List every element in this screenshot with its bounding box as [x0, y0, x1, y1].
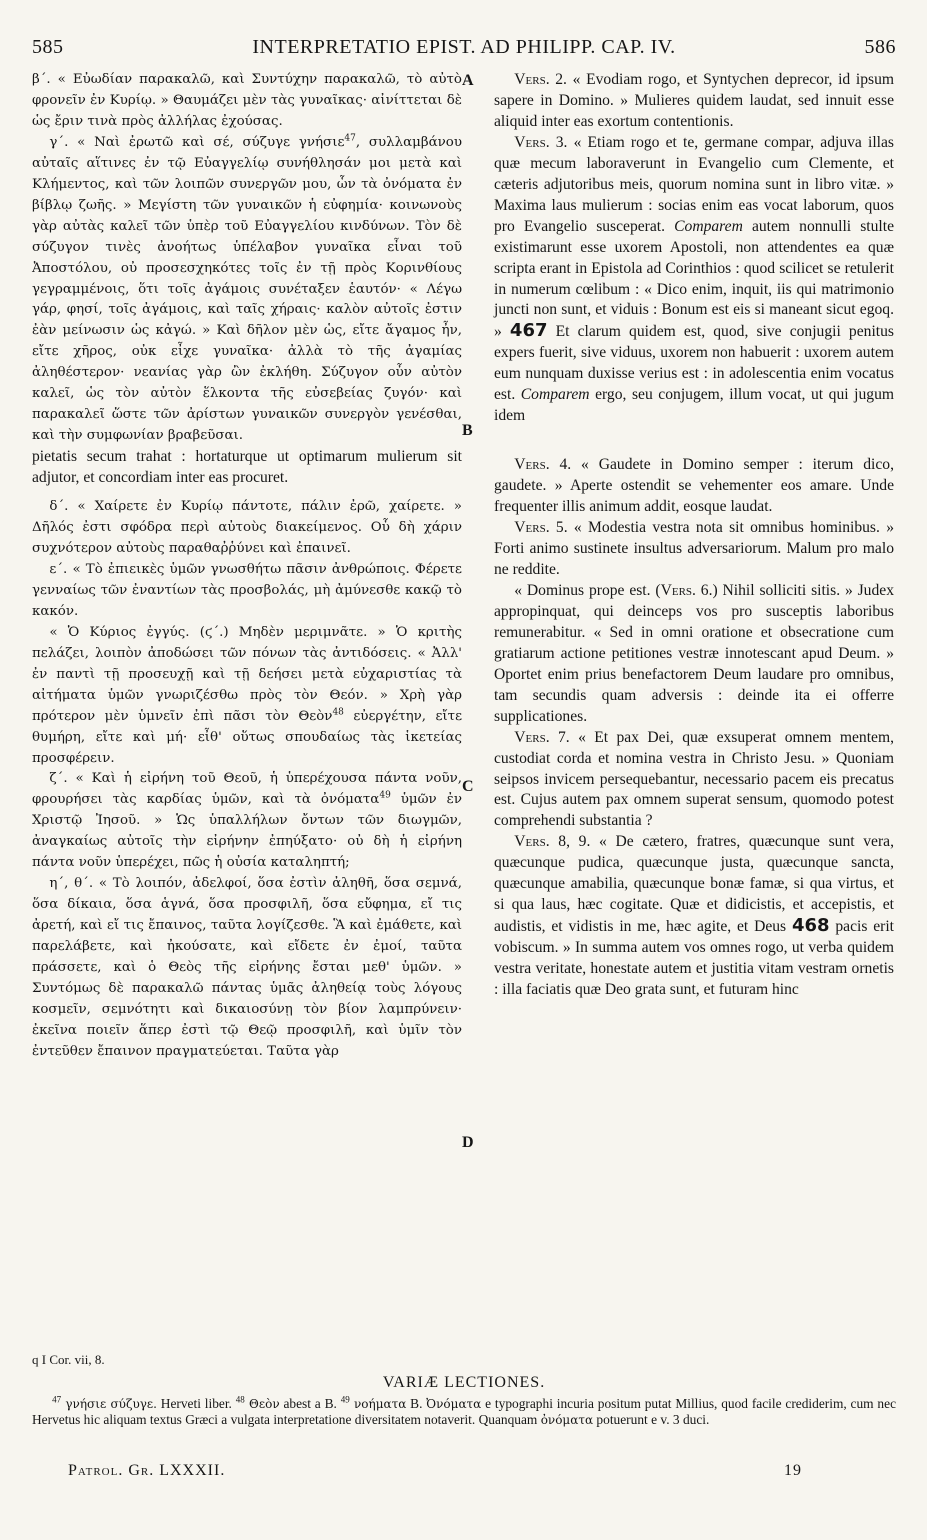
variant-48-text: abest a B. [279, 1396, 341, 1411]
page-number-left: 585 [32, 36, 64, 58]
greek-column [32, 70, 462, 1063]
variant-49-greek-2: Ὀνόματα [426, 1397, 482, 1411]
variant-49-greek: νοήματα [349, 1397, 407, 1411]
latin-verse-3-text-d: Et clarum quidem est, quod, sive conjugii penitus expers fuerit, sive viduus, uxorem non habuerit : uxorem autem eum nunquam duxisse verius est : in adolescentia enim vocatus est. [494, 323, 894, 404]
greek-verse-5: ε΄. « Τὸ ἐπιεικὲς ὑμῶν γνωσθήτω πᾶσιν ἀνθρώποις. Φέρετε γενναίως τῶν ἐναντίων τὰς προσβολάς, μὴ ἀμύνεσθε κακῷ τὸ κακόν. [32, 561, 462, 619]
verse-label: Vers. 2. [514, 71, 567, 88]
column-number-467: 467 [509, 320, 548, 342]
margin-letter-a: A [462, 72, 474, 89]
latin-verse-2 [494, 70, 894, 133]
latin-verse-5 [494, 518, 894, 581]
footnote-ref-49: 49 [379, 790, 391, 801]
greek-verse-8-9: η΄, θ΄. « Τὸ λοιπόν, ἀδελφοί, ὅσα ἐστὶν ἀληθῆ, ὅσα σεμνά, ὅσα δίκαια, ὅσα ἁγνά, ὅσα προσφιλῆ, ὅσα εὔφημα, εἴ τις ἀρετή, καὶ εἴ τις ἔπαινος, ταῦτα λογίζεσθε. Ἃ καὶ ἐμάθετε, καὶ παρελάβετε, καὶ ἠκούσατε, καὶ εἴδετε ἐν ἐμοί, ταῦτα πράσσετε, καὶ ὁ Θεὸς τῆς εἰρήνης ἔσται μεθ' ὑμῶν. » Συντόμως δὲ παρακαλῶ πάντας ὑμᾶς ἀληθείᾳ τοὺς λόγους κοσμεῖν, σεμνότητι καὶ δικαιοσύνῃ τὸν βίον λαμπρύνειν· ἐκεῖνα ποιεῖν ἅπερ ἐστὶ τῷ Θεῷ προσφιλῆ, καὶ ὑμῖν τὸν ἐντεῦθεν ἔπαινον πραγματεύεται. Ταῦτα γὰρ [32, 876, 462, 1059]
latin-verse-3-text-b: autem nonnulli stulte existimarunt esse uxorem Apostoli, non attendentes ea quæ scripta erant in Epistola ad Corinthios : quod scilicet se retulerit in numerum cœlibum : « Dico enim, inquit, iis qui matrimonio juncti non sunt, et viduis : Bonum est eis si maneant sicut ego [494, 217, 894, 319]
latin-verse-7 [494, 728, 894, 833]
variant-47-greek: γνήσιε σύζυγε. [61, 1397, 157, 1411]
latin-verse-8-9 [494, 832, 894, 1001]
series-volume: Patrol. Gr. LXXXII. [68, 1462, 226, 1479]
greek-verse-6-text-a: « Ὁ Κύριος ἐγγύς. (ϛ΄.) Μηδὲν μεριμνᾶτε. » Ὁ κριτὴς πελάζει, λοιπὸν ἀποδώσει τῶν πόνων τὰς ἀντιδόσεις. « Ἀλλ' ἐν παντὶ τῇ προσευχῇ καὶ τῇ δεήσει μετὰ εὐχαριστίας τὰ αἰτήματα ὑμῶν γνωριζέσθω πρὸς τὸν Θεόν. » Χρὴ γὰρ πρότερον μὲν ὑμνεῖν ἐπὶ πᾶσι τὸν Θεὸν [32, 624, 462, 724]
variant-number-49: 49 [340, 1394, 350, 1405]
latin-column [494, 70, 894, 1001]
latin-verse-6 [494, 581, 894, 728]
verse-label: Vers. 6. [660, 581, 713, 599]
latin-verse-6-text-b: ) Nihil solliciti sitis. » Judex appropinquat, qui deinceps vos pro susceptis laboribus remunerabitur. « Sed in omni oratione et obsecratione cum gratiarum actione petitiones vestræ innotescant apud Deum. » Oportet enim prius benefactorem Deum laudare pro omnibus, tam secundis quam adversis : deinde ita ei offerre supplicationes. [494, 581, 894, 725]
latin-verse-2-text: « Evodiam rogo, et Syntychen deprecor, id ipsum sapere in Domino. » Mulieres quidem laudat, sed innuit esse aliquid inter eas exortum contentionis. [494, 71, 894, 130]
column-number-468: 468 [791, 915, 830, 937]
page-footer [32, 1462, 896, 1484]
variant-48-greek: Θεὸν [244, 1397, 280, 1411]
verse-label: Vers. 7. [514, 728, 570, 746]
margin-letter-d: D [462, 1134, 474, 1151]
latin-verse-4-text: « Gaudete in Domino semper : iterum dico, gaudete. » Aperte ostendit se vehementer eos amare. Unde frequenter illis animum addit, eosque laudat. [494, 456, 894, 516]
variae-lectiones-text [32, 1396, 896, 1428]
latin-verse-7-text: « Et pax Dei, quæ exsuperat omnem mentem, custodiat corda et nomina vestra in Christo Jesu. » Quoniam seipsos invicem persequebantur, necessario pacem eis precatus est. Cujus autem pax omnem superat sensum, quomodo potest comprehendi substantia ? [494, 728, 894, 830]
variae-lectiones-title: VARIÆ LECTIONES. [382, 1374, 546, 1391]
greek-verse-3-text-b: , συλλαμβάνου αὐταῖς αἵτινες ἐν τῷ Εὐαγγελίῳ συνήθλησάν μοι μετὰ καὶ Κλήμεντος, καὶ τῶν λοιπῶν συνεργῶν μου, ὧν τὰ ὀνόματα ἐν βίβλῳ ζωῆς. » Μεγίστη τῶν γυναικῶν ἡ εὐφημία· κοινωνοὺς γὰρ αὐτὰς καλεῖ τῶν ὑπὲρ τοῦ Εὐαγγελίου κινδύνων. Τὸν δὲ σύζυγον τινὲς ἀνοήτως ὑπέλαβον γυναῖκα εἶναι τοῦ Ἀποστόλου, οὐ προσεσχηκότες τοῖς ἐν τῇ πρὸς Κορινθίους γεγραμμένοις, ὅτι τοῖς ἀγάμοις συνέταξεν ἑαυτόν· « Λέγω γάρ, φησί, τοῖς ἀγάμοις, καὶ ταῖς χήραις· καλὸν αὐτοῖς ἐστιν ἐὰν μείνωσιν ὡς κἀγώ. » Καὶ δῆλον μὲν ὡς, εἴτε ἄγαμος ἦν, εἴτε χῆρος, οὐκ εἶχε γυναῖκα· ἀλλὰ τὸ τῆς ἀγαμίας ἀληθέστερον· νεανίας γὰρ ὢν ἐκλήθη. Σύζυγον οὖν αὐτὸν καλεῖ, ὡς τὸν αὐτὸν ἕλκοντα τῆς εὐσεβείας ζυγόν· καὶ παρακαλεῖ ὥστε τῶν ἀρίστων γυναικῶν συνεργὸν γενέσθαι, καὶ τὴν συμφωνίαν βραβεῦσαι. [32, 134, 462, 444]
verse-label: Vers. 4. [514, 456, 572, 474]
verse-label: Vers. 5. [514, 519, 568, 537]
greek-verse-3-text-a: γ΄. « Ναὶ ἐρωτῶ καὶ σέ, σύζυγε γνήσιε [49, 134, 345, 150]
latin-continuation: pietatis secum trahat : hortaturque ut optimarum mulierum sit adjutor, et concordiam inter eas procuret. [32, 448, 462, 487]
note-marker-q: q [882, 301, 891, 319]
greek-verse-7 [32, 769, 462, 874]
italic-comparem-2: Comparem [520, 386, 590, 404]
margin-letter-c: C [462, 778, 474, 795]
greek-verse-6-text-b: εὐεργέτην, εἴτε θυμήρη, εἴτε καὶ μή· εἶθ' οὕτως σπουδαίως τὰς ἱκετείας προσφέρειν. [32, 708, 463, 766]
footnote-ref-47: 47 [344, 133, 356, 144]
variant-49-text-c: potuerunt e v. 3 duci. [593, 1412, 710, 1427]
variant-number-48: 48 [235, 1394, 245, 1405]
latin-verse-6-text-a: « Dominus prope est. ( [514, 581, 661, 599]
latin-verse-8-9-text-a: « De cætero, fratres, quæcunque sunt vera, quæcunque pudica, quæcunque justa, quæcunque sancta, quæcunque amabilia, quæcunque bonæ famæ, si qua virtus, et si qua laus, hæc cogitate. Quæ et didicistis, et accepistis, et audistis, et vidistis in me, hæc agite, et Deus [494, 833, 894, 936]
variant-49-text-a: B. [406, 1396, 427, 1411]
signature-number: 19 [784, 1462, 802, 1479]
latin-verse-3-text-e: ergo, seu conjugem, illum vocat, ut qui jugum idem [494, 386, 894, 425]
footnote: q I Cor. vii, 8. [32, 1352, 105, 1367]
verse-label: Vers. 3. [514, 133, 568, 151]
footnote-ref-48: 48 [332, 707, 344, 718]
greek-verse-6 [32, 623, 462, 770]
variant-47-text: Herveti liber. [156, 1396, 236, 1411]
latin-verse-8-9-text-b: pacis erit vobiscum. » In summa autem vos omnes rogo, ut verba quidem vestra veritate, honestate autem et justitia vitam vestram ornetis : illa faciatis quæ Deo grata sunt, et futuram hinc [494, 918, 894, 999]
italic-comparem: Comparem [674, 217, 743, 235]
page-number-right: 586 [864, 36, 896, 58]
latin-verse-5-text: « Modestia vestra nota sit omnibus hominibus. » Forti animo sustinete insultus adversariorum. Malum pro malo ne reddite. [494, 519, 894, 578]
running-header [32, 36, 896, 60]
verse-label: Vers. 8, 9. [514, 833, 591, 851]
variant-number-47: 47 [52, 1394, 62, 1405]
greek-verse-7-text-a: ζ΄. « Καὶ ἡ εἰρήνη τοῦ Θεοῦ, ἡ ὑπερέχουσα πάντα νοῦν, φρουρήσει τὰς καρδίας ὑμῶν, καὶ τὰ ὀνόματα [32, 771, 462, 808]
latin-verse-4 [494, 455, 894, 518]
greek-verse-2: β΄. « Εὐωδίαν παρακαλῶ, καὶ Συντύχην παρακαλῶ, τὸ αὐτὸ φρονεῖν ἐν Κυρίῳ. » Θαυμάζει μὲν τὰς γυναῖκας· αἰνίττεται δὲ ὡς ἔριν τινὰ πρὸς ἀλλήλας ἐχούσας. [32, 72, 462, 129]
running-title: INTERPRETATIO EPIST. AD PHILIPP. CAP. IV. [252, 36, 676, 58]
variant-49-greek-3: ὀνόματα [540, 1413, 594, 1427]
greek-verse-7-text-b: ὑμῶν ἐν Χριστῷ Ἰησοῦ. » Ὡς ὑπαλλήλων ὄντων τῶν διωγμῶν, ἀναγκαίως αὐτοῖς τὴν εἰρήνην ἐπηύξατο· οὐ δὴ ἡ εἰρήνη πάντα νοῦν ὑπερέχει, πῶς ἡ οὐσία καταληπτή; [32, 792, 462, 871]
greek-verse-3 [32, 133, 462, 447]
variant-49-text-b: e typographi incuria positum putat Millius, quod facile crediderim, cum nec Hervetus hic aliquam textus Græci a vulgata interpretatione diversitatem notaverit. Quanquam [32, 1396, 897, 1427]
greek-verse-4: δ΄. « Χαίρετε ἐν Κυρίῳ πάντοτε, πάλιν ἐρῶ, χαίρετε. » Δῆλός ἐστι σφόδρα περὶ αὐτοὺς διακείμενος. Οὗ δὴ χάριν συχνότερον αὐτοὺς παραθαῤῥύνει καὶ ἐπαινεῖ. [32, 499, 462, 556]
margin-letter-b: B [462, 422, 473, 439]
latin-verse-3 [494, 133, 894, 427]
latin-verse-3-text-c: . » [494, 301, 894, 341]
latin-verse-3-text-a: « Etiam rogo et te, germane compar, adjuva illas quæ mecum laboraverunt in Evangelio cum Clemente, et cæteris adjutoribus meis, quorum nomina sunt in libro vitæ. » Maxima laus mulierum : socias enim eas vocat laborum, quos pro Evangelio susceperat. [494, 133, 894, 235]
